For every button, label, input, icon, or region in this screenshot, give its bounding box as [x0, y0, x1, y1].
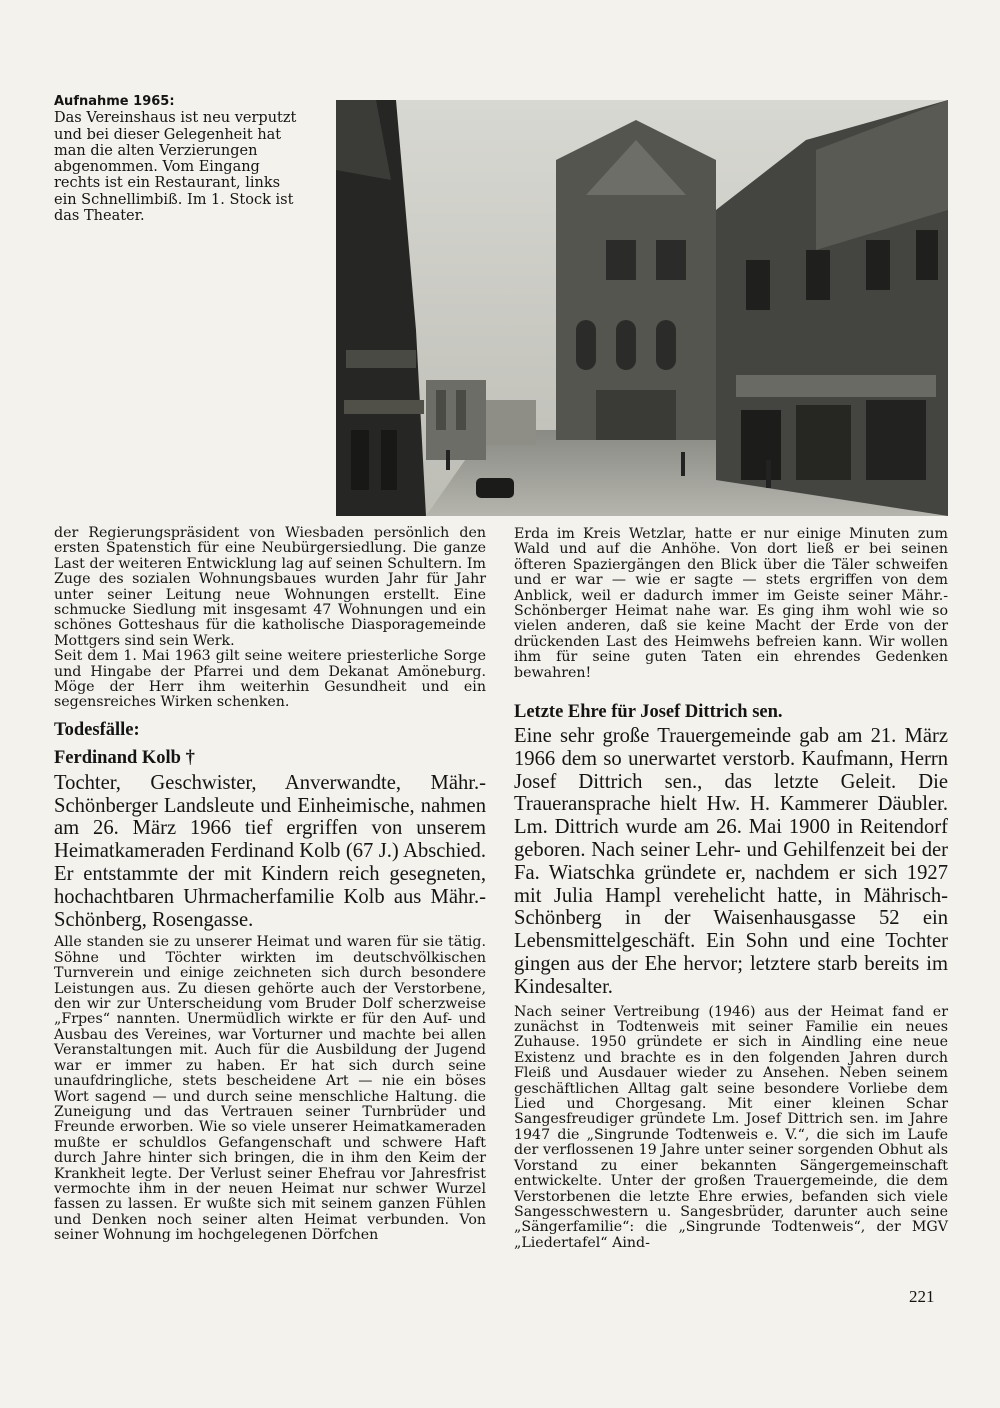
photo-caption [54, 94, 304, 224]
obituary-lead-dittrich: Eine sehr große Trauergemeinde gab am 21. März 1966 dem so unerwartet verstorb. Kaufmann, Herrn Josef Dittrich sen., das letzte Geleit. Die Traueransprache hielt Hw. H. Kammerer Däubler. Lm. Dittrich wurde am 26. Mai 1900 in Reitendorf geboren. Nach seiner Lehr- und Gehilfenzeit bei der Fa. Wiatschka gründete er, nachdem er sich 1927 mit Julia Hampl verehelicht hatte, in Mährisch-Schönberg in der Waisenhausgasse 52 ein Lebensmittelgeschäft. Ein Sohn und eine Tochter gingen aus der Ehe hervor; letztere starb bereits im Kindesalter. [514, 725, 948, 998]
section-heading-todesfaelle: Todesfälle: [54, 719, 140, 740]
left-column [54, 526, 486, 1244]
caption-text: Das Vereinshaus ist neu verputzt und bei dieser Gelegenheit hat man die alten Verzierungen abgenommen. Vom Eingang rechts ist ein Restaurant, links ein Schnellimbiß. Im 1. Stock ist das Theater. [54, 110, 297, 225]
obituary-body-kolb: Alle standen sie zu unserer Heimat und waren für sie tätig. Söhne und Töchter wirkten im deutschvölkischen Turnverein und einige zeichneten sich durch besondere Leistungen aus. Zu diesen gehörte auch der Verstorbene, den wir zur Unterscheidung vom Bruder Dolf scherzweise „Frpes“ nannten. Unermüdlich wirkte er für den Auf- und Ausbau des Vereines, war Vorturner und machte bei allen Veranstaltungen mit. Auch für die Ausbildung der Jugend war er immer zu haben. Er hat sich durch seine unaufdringliche, stets bescheidene Art — nie ein böses Wort sagend — und durch seine menschliche Haltung. die Zuneigung und das Vertrauen seiner Turnbrüder und Freunde erworben. Wie so viele unserer Heimatkameraden mußte er schuldlos Gefangenschaft und schwere Haft durch Jahre hinter sich bringen, die in ihm den Keim der Krankheit legte. Der Verlust seiner Ehefrau vor Jahresfrist vermochte ihm in der neuen Heimat nur schwer Wurzel fassen zu lassen. Er wußte sich mit seinem ganzen Fühlen und Denken noch seiner alten Heimat verbunden. Von seiner Wohnung im hochgelegenen Dörfchen [54, 934, 486, 1244]
obituary-lead-kolb: Tochter, Geschwister, Anverwandte, Mähr.-Schönberger Landsleute und Einheimische, nahmen am 26. März 1966 tief ergriffen von unserem Heimatkameraden Ferdinand Kolb (67 J.) Abschied. Er entstammte der mit Kindern reich gesegneten, hochachtbaren Uhrmacherfamilie Kolb aus Mähr.-Schönberg, Rosengasse. [54, 771, 486, 931]
building-photo-icon [336, 100, 948, 516]
continuation-paragraph: Erda im Kreis Wetzlar, hatte er nur einige Minuten zum Wald und auf die Anhöhe. Von dort ließ er bei seinen öfteren Spaziergängen den Blick über die Täler schweifen und er war — wie er sagte — stets ergriffen von dem Anblick, weil er dadurch immer im Geiste seiner Mähr.-Schönberger Heimat nahe war. Es ging ihm wohl wie so vielen anderen, daß sie keine Macht der Erde von der drückenden Last des Heimwehs befreien kann. Wir wollen ihm für seine guten Taten ein ehrendes Gedenken bewahren! [514, 526, 948, 681]
obituary-body-dittrich: Nach seiner Vertreibung (1946) aus der Heimat fand er zunächst in Todtenweis mit seiner Familie ein neues Zuhause. 1950 gründete er sich in Aindling eine neue Existenz und brachte es in den folgenden Jahren durch Fleiß und Ausdauer wieder zu Ansehen. Neben seinem geschäftlichen Alltag galt seine besondere Vorliebe dem Lied und Chorgesang. Mit einer kleinen Schar Sangesfreudiger gründete Lm. Josef Dittrich sen. im Jahre 1947 die „Singrunde Todtenweis e. V.“, die sich im Laufe der verflossenen 19 Jahre unter seiner sorgenden Obhut als Vorstand zu einer bekannten Sängergemeinschaft entwickelte. Unter der großen Trauergemeinde, die dem Verstorbenen die letzte Ehre erwies, befanden sich viele Sangesschwestern u. Sangesbrüder, darunter auch seine „Sängerfamilie“: die „Singrunde Todtenweis“, der MGV „Liedertafel“ Aind- [514, 1003, 948, 1251]
building-photo [336, 100, 948, 516]
obituary-heading-dittrich: Letzte Ehre für Josef Dittrich sen. [514, 702, 783, 723]
right-column [514, 527, 948, 1251]
caption-title: Aufnahme 1965: [54, 94, 175, 109]
obituary-heading-kolb: Ferdinand Kolb † [54, 747, 195, 768]
intro-paragraph-2: Seit dem 1. Mai 1963 gilt seine weitere priesterliche Sorge und Hingabe der Pfarrei und dem Dekanat Amöneburg. Möge der Herr ihm weiterhin Gesundheit und ein segensreiches Wirken schenken. [54, 648, 486, 711]
intro-paragraph: der Regierungspräsident von Wiesbaden persönlich den ersten Spatenstich für eine Neubürgersiedlung. Die ganze Last der weiteren Entwicklung lag auf seinen Schultern. Im Zuge des sozialen Wohnungsbaues wurden Jahr für Jahr unter seiner Leitung neue Wohnungen erstellt. Eine schmucke Siedlung mit insgesamt 47 Wohnungen und ein schönes Gotteshaus für die katholische Diasporagemeinde Mottgers sind sein Werk. [54, 525, 486, 649]
page-number: 221 [909, 1287, 935, 1306]
